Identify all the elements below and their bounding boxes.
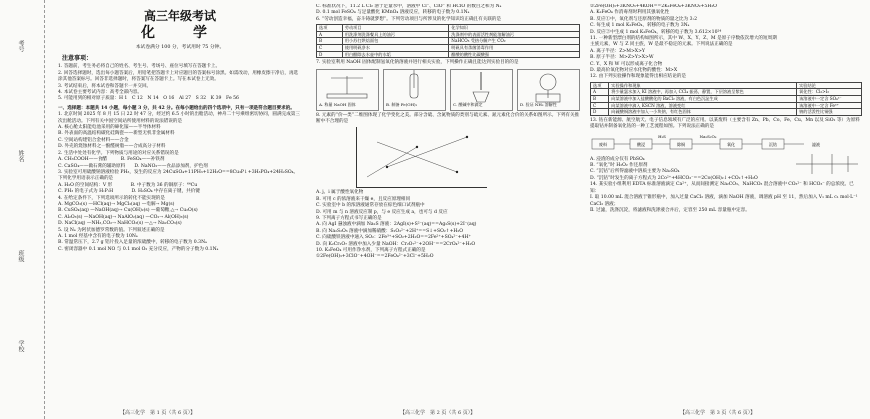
flow-reagent: H₂S — [658, 133, 666, 139]
question-text: 9. 下列离子方程式书写正确的是 — [316, 216, 382, 222]
option-text: A. 核心舱太阳能电池采用的砷化镓——半导体材料 — [58, 125, 161, 131]
flow-node: 除铜 — [677, 141, 685, 147]
table-cell: D — [591, 109, 609, 116]
burette-diagram — [451, 70, 512, 104]
table-cell: NaHCO₃ 受热分解产生 CO₂ — [449, 38, 580, 45]
table-cell: 醋酸的酸性比碳酸强 — [449, 51, 580, 58]
option-text: A. CH₃COOH——食醋 B. FeSO₄——补铁剂 — [58, 157, 165, 163]
binding-label-school: 学校 — [17, 340, 24, 352]
page-3-column — [590, 4, 862, 404]
option-text: Ⅰ. 取 10.00 mL 混合溶液于锥形瓶中，加入过量 CaCl₂ 溶液，滴加 NaOH 溶液，调溶液 pH 至 11，然后加入 V₁ mL c₁ mol·L⁻¹ CaCl₂ 溶液； — [590, 195, 858, 207]
option-text: C. 空间站构建铝合金材料——合金 — [58, 137, 129, 143]
question-text: 1. 北京时间 2025 年 8 月 15 日 22 时 47 分，经过约 6.5 小时的出舱活动，神舟二十号乘组密切协同，圆满完成第三次出舱活动。下列有关中国空间站所使用材料的说法错误的是 — [58, 112, 300, 124]
option-text: C. PH₃ 的电子式为 H:P:H D. H₂SO₄ 中存在离子键，共价键 — [58, 189, 200, 195]
page-2-column — [316, 4, 580, 404]
note-line: 5. 可能用到的相对原子质量：H 1 C 12 N 14 O 16 Al 27 S 32 K 39 Fe 56 — [58, 96, 239, 102]
figure-caption: B. 制备 Fe(OH)₂ — [386, 102, 418, 108]
option-text: B. 原子半径：M>Z>Y>X>W — [590, 55, 654, 61]
option-text: D. NaCl(aq) —NH₃,CO₂→ NaHCO₃(s) —△→ Na₂CO₃(s) — [58, 221, 182, 227]
test-tube-diagram — [384, 70, 445, 104]
exam-title: 高三年级考试 — [143, 9, 216, 23]
figure-caption: C. 酸碱中和滴定 — [453, 102, 483, 108]
option-text: C. 实验室中 b 的浓溶液通常存放在棕色细口试剂瓶中 — [316, 203, 425, 209]
question-text: 8. 元素的“价—类”二维图体现了化学变化之美。部分含硫、含氮物质的类别与硫元素、氮元素化合价的关系如图所示。下列有关推断中不合理的是 — [316, 112, 580, 124]
table-cell: D — [317, 51, 343, 58]
option-text: D. 最高价氧化物对应水化物的酸性：M>X — [590, 68, 678, 74]
option-text: D. 可用 m 与 n 溶液反应制 p，与 e 反应生成 a，也可与 d 反应 — [316, 209, 448, 215]
table-cell: 向硫酸铜溶液中加入一小块钠，有红色固体 — [609, 109, 797, 116]
table-cell: 选项 — [317, 25, 343, 32]
option-text: Ⅱ. 过滤，洗涤沉淀，将滤液和洗涤液合并后，定容至 250 mL 容量瓶中定容。 — [590, 207, 750, 213]
question-text: 3. 实验室可用硫酸钠溶液检验 PH₃，发生的反应为 24CuSO₄+11PH₃+12H₂O==8Cu₃P↓+3H₃PO₄+24H₂SO₄。下列化学用语表示正确的是 — [58, 169, 299, 182]
valence-class-graph — [356, 127, 487, 188]
option-text: A. j、i 属于酸性氧化物 — [316, 190, 364, 196]
flow-reagent: Na₂S₂O₈ — [699, 133, 717, 139]
binding-label-name: 姓名 — [17, 150, 24, 162]
table-cell: B — [317, 38, 343, 45]
question-7-figures — [316, 69, 580, 111]
flow-node: 滤液 — [812, 141, 820, 147]
option-text: A. 离子半径：Z>M>X>Y — [590, 48, 645, 54]
page-footer: 【高三化学 第 1 页（共 6 页）】 — [120, 410, 196, 416]
table-cell: 使用明矾净水 — [342, 45, 448, 52]
question-text: 2. 生活中处处有化学。下列物质与用途的对应关系错误的是 — [58, 150, 179, 156]
option-text: D. “沉钴”时发生的离子方程式为 2Co²⁺+4HCO₃⁻==2Co(OH)₂↓+CO₂↑+H₂O — [590, 175, 758, 181]
option-text: D. 外壳的烧蚀材料之一酚醛树脂——合成高分子材料 — [58, 144, 166, 150]
option-text: A. 向 AgI 悬浊液中滴加 Na₂S 溶液：2AgI(s)+S²⁻(aq)==Ag₂S(s)+2I⁻(aq) — [316, 222, 477, 228]
option-text: B. 可用 c 的浓溶液来干燥 e，且反应原理相同 — [316, 196, 411, 202]
question-text: 6. “劳动创造幸福，奋斗铸就梦想”。下列劳动项目与所涉及的化学知识均正确且有关联的是 — [316, 16, 502, 22]
table-cell: 用白醋除去水壶中的水垢 — [342, 51, 448, 58]
question-text: 14. 某实验小组利用 EDTA 标准溶液滴定 Ca²⁺，从而间接测定 Na₂CO₃、NaHCO₃ 混合溶液中 CO₃²⁻ 和 HCO₃⁻ 的总浓度。已知： — [590, 182, 854, 194]
page-footer: 【高三化学 第 2 页（共 6 页）】 — [400, 410, 476, 416]
table-cell: 该溶液中一定含 SO₄²⁻ — [797, 96, 862, 103]
section-heading: 一、选择题：本题共 14 小题，每小题 3 分，共 42 分。在每小题给出的四个选项中，只有一项是符合题目要求的。 — [58, 105, 295, 111]
flow-node: 氧化 — [727, 141, 735, 147]
option-text: C. 标准状况下，11.2 L Cl₂ 溶于足量水中，溶液中 Cl⁻、ClO⁻ 和 HClO 的数目之和为 Nₐ — [316, 4, 502, 9]
option-text: A. 浸渣的成分仅有 PbSO₄ — [590, 156, 645, 162]
molecule-structure — [792, 150, 862, 178]
figure-caption: D. 验证 NH₃ 溶解性 — [520, 102, 557, 108]
option-text: ②2Fe(OH)₃+3KNO₃+4KOH==2K₂FeO₄+3KNO₂+5H₂O — [590, 4, 717, 9]
apparatus-figure — [383, 69, 446, 111]
flow-node: 沉钴 — [769, 141, 777, 147]
option-text: B. 外表面的高温结构碳化硅陶瓷——新型无机非金属材料 — [58, 131, 175, 137]
option-text: D. 反应②中生成 1 mol K₂FeO₄，转移的电子数为 3.612×10²⁴ — [590, 29, 722, 35]
table-cell: C — [317, 45, 343, 52]
flow-node: 酸浸 — [637, 141, 645, 147]
table-cell: 明矾具有杀菌消毒作用 — [449, 45, 580, 52]
flask-diagram — [518, 70, 579, 104]
apparatus-figure — [517, 69, 580, 111]
exam-info: 本试卷满分 100 分，考试用时 75 分钟。 — [135, 45, 225, 50]
table-cell: A — [591, 89, 609, 96]
table-cell: 用小苏打烘焙面包 — [342, 38, 448, 45]
table-cell: 劳动项目 — [342, 25, 448, 32]
table-cell: 选项 — [591, 82, 609, 89]
option-text: B. 常温常压下，2.7 g 铝片投入足量的浓硫酸中，转移的电子数为 0.3Nₐ — [58, 240, 207, 246]
balance-diagram — [317, 70, 378, 104]
option-text: C. Al₂O₃(s) —NaOH(aq)→ NaAlO₂(aq) —CO₂→ Al(OH)₃(s) — [58, 214, 189, 220]
table-cell: 氧化性：Cl₂>I₂ — [797, 89, 862, 96]
note-line: 4. 本试卷主要考试内容：高考全部内容。 — [58, 90, 142, 96]
valence-graph-lines — [357, 127, 487, 187]
table-cell: 将少量氯水加入 KI 溶液中，再加入 CCl₄ 振荡，静置，下层溶液呈紫色 — [609, 89, 797, 96]
option-text: A. MgCO₃(s) —HCl(aq)→ MgCl₂(aq) —电解→ Mg(s) — [58, 201, 175, 207]
option-text: A. 1 mol 羟基中含有的电子数为 10Nₐ — [58, 233, 138, 239]
table-cell: 向某溶液中滴入 KSCN 溶液，溶液变红 — [609, 102, 797, 109]
table-cell: 化学知识 — [449, 25, 580, 32]
question-text: 4. 在给定条件下，下列选项所示的转化不能实现的是 — [58, 195, 165, 201]
note-line: 3. 考试结束后，将本试卷和答题卡一并交回。 — [58, 83, 152, 89]
binding-margin — [0, 0, 45, 419]
question-text: 13. 钴在新能源、航空航天、电子信息领域有广泛的应用。以某废料（主要含有 Zn、Pb、Co、Fe、Cu、Mn 以及 SiO₂ 等）为原料提取钴并制备氧化钴的一种工艺流程如图。下列说法正确的是 — [590, 117, 860, 130]
question-text: 7. 实验室利用 NaOH 固体配制氢氧化钠溶液并进行相关实验，下列操作正确且能达到实验目的的是 — [316, 60, 519, 66]
table-cell: 钠的活泼性比铜强 — [797, 109, 862, 116]
option-text: B. CuSO₄(aq) —NaOH(aq)→ Cu(OH)₂(s) —葡萄糖,△→ Cu₂O(s) — [58, 208, 198, 214]
table-cell: 向某溶液中加入盐酸酸化的 BaCl₂ 溶液，有白色沉淀生成 — [609, 96, 797, 103]
question-text: 5. 设 Nₐ 为阿伏加德罗常数的值。下列叙述正确的是 — [58, 227, 165, 233]
table-cell: B — [591, 96, 609, 103]
table-cell: A — [317, 31, 343, 38]
option-text: A. H₂O 的空间结构：V 形 B. 中子数为 36 的铜原子：⁶⁴Cu — [58, 182, 198, 188]
option-text: C. 密闭容器中 0.1 mol NO 与 0.1 mol O₂ 充分反应，产物的分子数为 0.1Nₐ — [58, 246, 219, 252]
flow-node: 废料 — [599, 141, 607, 147]
option-text: C. 每生成 1 mol K₂FeO₄，转移的电子数为 3Nₐ — [590, 23, 690, 29]
note-line: 2. 回答选择题时，选出每小题答案后，用铅笔把答题卡上对应题目的答案标号涂黑。如需改动，用橡皮擦干净后，再选涂其他答案标号。回答非选择题时，将答案写在答题卡上。写在本试卷上无效。 — [58, 70, 299, 83]
option-text: ①2Fe(OH)₃+3ClO⁻+4OH⁻==2FeO₄²⁻+3Cl⁻+5H₂O — [316, 254, 434, 260]
option-text: C. “沉钴”后所得滤液中溶质主要为 Na₂SO₄ — [590, 169, 680, 175]
option-text: C. Y、X 和 W 可以形成离子化合物 — [590, 61, 663, 67]
page-1-column — [58, 4, 302, 404]
question-text: 10. K₂FeO₄ 可用作净水剂，下列离子方程式正确的是 — [316, 248, 426, 254]
apparatus-figure — [450, 69, 513, 111]
table-cell: 洗涤剂中的表面活性剂能溶解油污 — [449, 31, 580, 38]
question-text: 11. 一种新型漂白剂的结构如图所示，其中 W、X、Y、Z、M 是原子序数依次增大的短周期主族元素，W 与 Z 同主族，W 是最不稳定的元素。下列说法正确的是 — [590, 36, 777, 48]
notes-heading: 注意事项： — [62, 55, 93, 63]
apparatus-figure — [316, 69, 379, 111]
table-cell: 实验结论 — [797, 82, 862, 89]
option-text: B. “氧化”时 H₂O₂ 作还原剂 — [590, 163, 648, 169]
option-text: B. 向 Na₂S₂O₃ 溶液中滴加稀硝酸：S₂O₃²⁻+2H⁺==S↓+SO₂↑+H₂O — [316, 228, 464, 234]
table-cell: 实验操作和现象 — [609, 82, 797, 89]
option-text: B. 反应①中，氧化剂与还原剂的物质的量之比为 3:2 — [590, 16, 698, 22]
binding-label-id: 考号 — [17, 40, 24, 52]
question-text: 12. 由下列实验操作和现象能得出相应结论的是 — [590, 74, 687, 80]
page-footer: 【高三化学 第 3 页（共 6 页）】 — [680, 410, 756, 416]
table-cell: 用洗涤剂洗涤餐具上的油污 — [342, 31, 448, 38]
question-6-table — [316, 24, 580, 58]
option-text: D. 向 K₂Cr₂O₇ 溶液中加入少量 NaOH：Cr₂O₇²⁻+2OH⁻==2CrO₄²⁻+H₂O — [316, 241, 476, 247]
note-line: 1. 答题前，考生务必将自己的姓名、考生号、考场号、座位号填写在答题卡上。 — [58, 64, 221, 70]
question-12-table — [590, 82, 862, 116]
option-text: C. 向硫酸铁溶液中通入 SO₂：2Fe³⁺+SO₂+2H₂O==2Fe²⁺+SO₄²⁻+4H⁺ — [316, 235, 471, 241]
binding-label-class: 班级 — [17, 250, 24, 262]
option-text: A. K₂FeO₄ 作消毒剂时利用其强氧化性 — [590, 10, 670, 16]
table-cell: 该溶液中一定含 Fe³⁺ — [797, 102, 862, 109]
table-cell: C — [591, 102, 609, 109]
option-text: C. CaSO₄——做石膏的辅助原料 D. NaNO₂——食品添加剂，护色剂 — [58, 163, 208, 169]
exam-subject: 化 学 — [141, 25, 219, 41]
figure-caption: A. 称量 NaOH 固体 — [319, 102, 356, 108]
option-text: D. 0.1 mol FeSO₄ 与足量酸化 KMnO₄ 溶液反应，转移的电子数为 0.1Nₐ — [316, 10, 470, 16]
